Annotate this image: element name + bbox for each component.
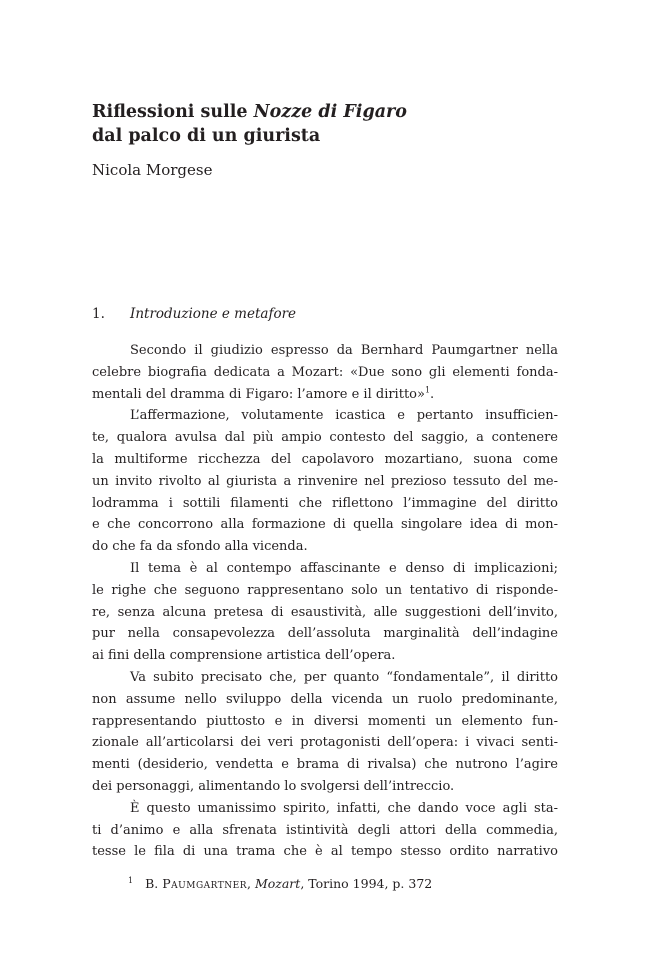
footnote-book-title: Mozart bbox=[254, 876, 301, 892]
text-line: L’affermazione, volutamente icastica e pertanto insufficien- bbox=[130, 408, 558, 424]
text-line: zionale all’articolarsi dei veri protagonisti dell’opera: i vivaci senti- bbox=[92, 735, 558, 751]
footnote-author-initial: B. bbox=[145, 876, 163, 892]
text-line: Secondo il giudizio espresso da Bernhard Paumgartner nella bbox=[130, 343, 558, 358]
text-fragment: mentali del dramma di Figaro: l’amore e il diritto» bbox=[92, 386, 425, 402]
footnote-mark: 1 bbox=[128, 876, 134, 885]
title-line-2: dal palco di un giurista bbox=[92, 126, 321, 146]
text-line: È questo umanissimo spirito, infatti, che dando voce agli sta- bbox=[130, 800, 558, 816]
title-opera-name: Nozze di Figaro bbox=[253, 102, 407, 122]
text-line: Va subito precisato che, per quanto “fondamentale”, il diritto bbox=[130, 669, 558, 685]
text-line: te, qualora avulsa dal più ampio contesto del saggio, a contenere bbox=[92, 430, 558, 446]
text-line: do che fa da sfondo alla vicenda. bbox=[92, 539, 308, 555]
text-line bbox=[92, 384, 558, 406]
text-line: re, senza alcuna pretesa di esaustività, alle suggestioni dell’invito, bbox=[92, 604, 558, 620]
section-heading bbox=[92, 305, 296, 323]
footnote-reference[interactable]: 1 bbox=[424, 385, 431, 395]
text-line: rappresentando piuttosto e in diversi momenti un elemento fun- bbox=[92, 713, 558, 729]
paragraph-4 bbox=[92, 667, 558, 798]
paragraph-2 bbox=[92, 405, 558, 558]
text-fragment: . bbox=[430, 386, 435, 402]
title-line-1 bbox=[92, 100, 407, 124]
paragraph-1 bbox=[92, 340, 558, 405]
paragraph-5 bbox=[92, 798, 558, 863]
text-line: Il tema è al contempo affascinante e denso di implicazioni; bbox=[130, 560, 558, 576]
body-text bbox=[92, 340, 558, 863]
section-number: 1. bbox=[92, 306, 105, 322]
footnote-author-name: Paumgartner bbox=[162, 876, 247, 892]
text-line: ai fini della comprensione artistica dell’opera. bbox=[92, 648, 396, 664]
footnote bbox=[128, 872, 432, 893]
text-line: lodramma i sottili filamenti che riflettono l’immagine del diritto bbox=[92, 495, 558, 511]
section-title: Introduzione e metafore bbox=[130, 306, 297, 322]
author-name: Nicola Morgese bbox=[92, 161, 213, 179]
text-line: ti d’animo e alla sfrenata istintività degli attori della commedia, bbox=[92, 822, 558, 838]
text-line: un invito rivolto al giurista a rinvenire nel prezioso tessuto del me- bbox=[92, 473, 558, 489]
text-line: non assume nello sviluppo della vicenda un ruolo predominante, bbox=[92, 691, 558, 707]
text-line: le righe che seguono rappresentano solo un tentativo di risponde- bbox=[92, 582, 558, 598]
text-line: menti (desiderio, vendetta e brama di rivalsa) che nutrono l’agire bbox=[92, 757, 558, 773]
text-line: la multiforme ricchezza del capolavoro mozartiano, suona come bbox=[92, 451, 558, 467]
footnote-citation: , Torino 1994, p. 372 bbox=[300, 876, 433, 892]
title-text: Riflessioni sulle bbox=[92, 102, 254, 122]
article-title bbox=[92, 100, 407, 148]
paragraph-3 bbox=[92, 558, 558, 667]
text-line: tesse le fila di una trama che è al tempo stesso ordito narrativo bbox=[92, 844, 558, 860]
text-line: pur nella consapevolezza dell’assoluta marginalità dell’indagine bbox=[92, 626, 558, 642]
footnote-separator: , bbox=[246, 876, 255, 892]
text-line: e che concorrono alla formazione di quella singolare idea di mon- bbox=[92, 517, 558, 533]
text-line: celebre biografia dedicata a Mozart: «Due sono gli elementi fonda- bbox=[92, 364, 558, 380]
text-line: dei personaggi, alimentando lo svolgersi dell’intreccio. bbox=[92, 778, 455, 794]
